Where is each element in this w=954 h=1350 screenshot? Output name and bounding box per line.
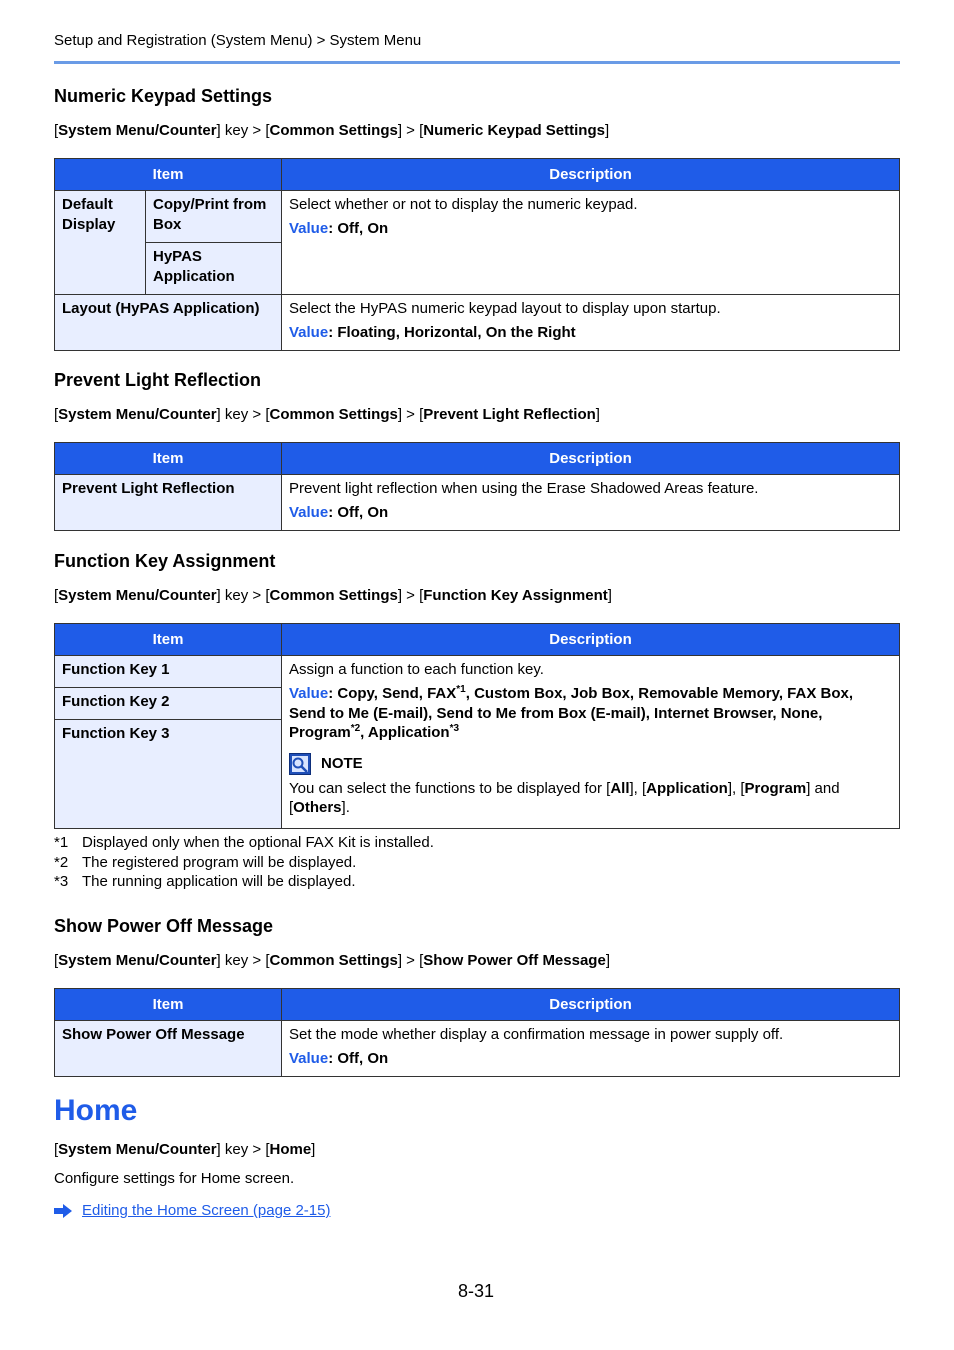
footnotes xyxy=(54,833,434,892)
item-function-key-2: Function Key 2 xyxy=(55,688,282,720)
footnote-1: *1 Displayed only when the optional FAX Kit is installed. xyxy=(54,834,434,851)
table-function-key xyxy=(54,623,900,829)
breadcrumb: Setup and Registration (System Menu) > System Menu xyxy=(54,32,422,49)
header-rule xyxy=(54,61,900,64)
description-function-key: Assign a function to each function key. Value: Copy, Send, FAX$^{*1}$, Custom Box, Job Box, Removable Memory, FAX Box, Send to Me (E-mail), Send to Me from Box (E-mail), Internet Browser, None, Program$^{*2}$, Application$^{*3}$ NOTE You can select the functions to be displayed for [All], [Application], [Program] and [Others]. xyxy=(282,656,900,829)
item-function-key-1: Function Key 1 xyxy=(55,656,282,688)
home-heading: Home xyxy=(54,1094,138,1127)
item-show-power-off-message: Show Power Off Message xyxy=(55,1021,282,1077)
column-header-description: Description xyxy=(282,989,900,1021)
note-heading: NOTE xyxy=(289,753,891,775)
item-layout-hypas: Layout (HyPAS Application) xyxy=(55,295,282,351)
page-number: 8-31 xyxy=(458,1281,495,1301)
note-text: You can select the functions to be displayed for [All], [Application], [Program] and [Others]. xyxy=(289,779,840,816)
footnote-2: *2 The registered program will be displayed. xyxy=(54,853,357,871)
column-header-description: Description xyxy=(282,159,900,191)
column-header-item: Item xyxy=(55,443,282,475)
item-default-display: Default Display xyxy=(55,191,146,295)
section-title-function-key: Function Key Assignment xyxy=(54,551,276,571)
menu-path-show-power-off: [System Menu/Counter] key > [Common Settings] > [Show Power Off Message] xyxy=(54,952,610,969)
section-title-show-power-off: Show Power Off Message xyxy=(54,916,274,936)
table-numeric-keypad xyxy=(54,158,900,351)
menu-path-function-key: [System Menu/Counter] key > [Common Settings] > [Function Key Assignment] xyxy=(54,587,612,604)
section-title-numeric-keypad: Numeric Keypad Settings xyxy=(54,86,273,106)
note-icon xyxy=(289,753,311,775)
description-default-display: Select whether or not to display the numeric keypad. Value: Off, On xyxy=(282,191,900,295)
item-prevent-light-reflection: Prevent Light Reflection xyxy=(55,475,282,531)
item-function-key-3: Function Key 3 xyxy=(55,720,282,829)
table-show-power-off xyxy=(54,988,900,1077)
description-show-power-off-message: Set the mode whether display a confirmation message in power supply off. Value: Off, On xyxy=(282,1021,900,1077)
column-header-item: Item xyxy=(55,989,282,1021)
menu-path-prevent-light: [System Menu/Counter] key > [Common Settings] > [Prevent Light Reflection] xyxy=(54,406,600,423)
item-copy-print-from-box: Copy/Print from Box xyxy=(146,191,282,243)
column-header-item: Item xyxy=(55,159,282,191)
description-layout-hypas: Select the HyPAS numeric keypad layout to display upon startup. Value: Floating, Horizontal, On the Right xyxy=(282,295,900,351)
arrow-right-icon xyxy=(54,1204,72,1218)
column-header-description: Description xyxy=(282,624,900,656)
column-header-item: Item xyxy=(55,624,282,656)
menu-path-home: [System Menu/Counter] key > [Home] xyxy=(54,1141,316,1158)
column-header-description: Description xyxy=(282,443,900,475)
reference-link-row xyxy=(54,1202,330,1219)
footnote-3: *3 The running application will be displayed. xyxy=(54,873,356,890)
editing-home-screen-link[interactable]: Editing the Home Screen (page 2-15) xyxy=(82,1202,331,1219)
table-prevent-light xyxy=(54,442,900,531)
menu-path-numeric-keypad: [System Menu/Counter] key > [Common Settings] > [Numeric Keypad Settings] xyxy=(54,122,610,139)
section-title-prevent-light: Prevent Light Reflection xyxy=(54,370,262,390)
home-description: Configure settings for Home screen. xyxy=(54,1170,295,1187)
description-prevent-light-reflection: Prevent light reflection when using the Erase Shadowed Areas feature. Value: Off, On xyxy=(282,475,900,531)
item-hypas-application: HyPAS Application xyxy=(146,243,282,295)
